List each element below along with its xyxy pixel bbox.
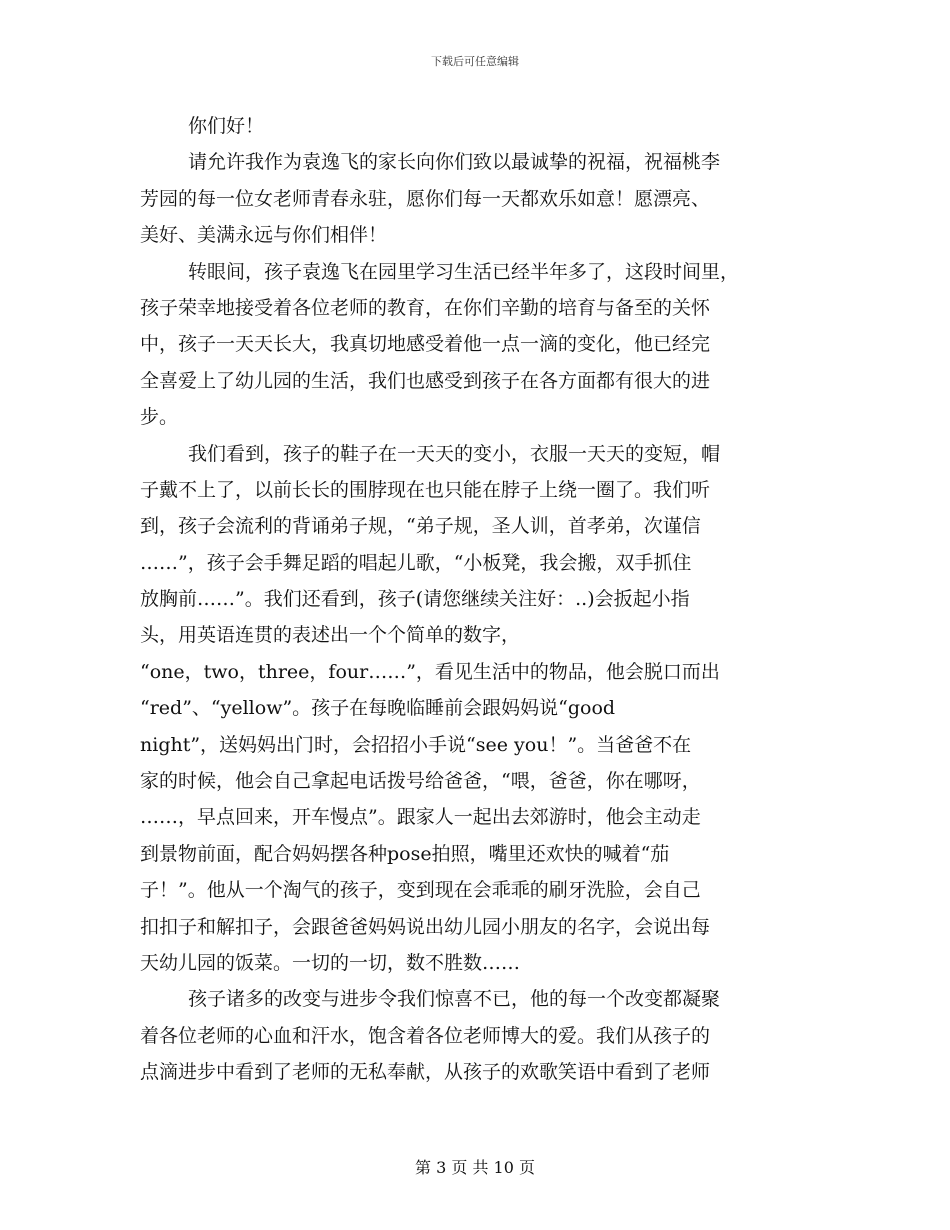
text-line: 头，用英语连贯的表述出一个个简单的数字， bbox=[140, 624, 521, 647]
text-line: “one，two，three，four……”，看见生活中的物品，他会脱口而出 bbox=[140, 660, 720, 683]
text-line: 扣扣子和解扣子，会跟爸爸妈妈说出幼儿园小朋友的名字，会说出每 bbox=[140, 915, 711, 938]
text-line: 放胸前……”。我们还看到，孩子(请您继续关注好：..)会扳起小指 bbox=[140, 588, 690, 611]
text-line: 我们看到，孩子的鞋子在一天天的变小，衣服一天天的变短，帽 bbox=[188, 442, 721, 465]
text-line: 子！”。他从一个淘气的孩子，变到现在会乖乖的刷牙洗脸，会自己 bbox=[140, 879, 701, 902]
text-line: night”，送妈妈出门时，会招招小手说“see you！”。当爸爸不在 bbox=[140, 733, 692, 756]
text-line: 点滴进步中看到了老师的无私奉献，从孩子的欢歌笑语中看到了老师 bbox=[140, 1061, 711, 1084]
text-line: 到，孩子会流利的背诵弟子规，“弟子规，圣人训，首孝弟，次谨信 bbox=[140, 515, 701, 538]
text-line: 步。 bbox=[140, 406, 179, 429]
text-line: 子戴不上了，以前长长的围脖现在也只能在脖子上绕一圈了。我们听 bbox=[140, 478, 711, 501]
text-line: 家的时候，他会自己拿起电话拨号给爸爸，“喂，爸爸，你在哪呀， bbox=[140, 770, 701, 793]
text-line: “red”、“yellow”。孩子在每晚临睡前会跟妈妈说“good bbox=[140, 697, 616, 720]
text-line: 天幼儿园的饭菜。一切的一切，数不胜数…… bbox=[140, 951, 521, 974]
text-line: 着各位老师的心血和汗水，饱含着各位老师博大的爱。我们从孩子的 bbox=[140, 1024, 711, 1047]
text-line: 到景物前面，配合妈妈摆各种pose拍照，嘴里还欢快的喊着“茄 bbox=[140, 842, 670, 865]
page-footer: 第 3 页 共 10 页 bbox=[415, 1158, 535, 1177]
text-line: 转眼间，孩子袁逸飞在园里学习生活已经半年多了，这段时间里， bbox=[188, 260, 740, 283]
text-line: 美好、美满永远与你们相伴！ bbox=[140, 224, 388, 247]
document-body bbox=[140, 108, 815, 1091]
page-header: 下载后可任意编辑 bbox=[431, 55, 519, 68]
text-line: 全喜爱上了幼儿园的生活，我们也感受到孩子在各方面都有很大的进 bbox=[140, 369, 711, 392]
text-line: 孩子荣幸地接受着各位老师的教育，在你们辛勤的培育与备至的关怀 bbox=[140, 296, 711, 319]
text-line: 中，孩子一天天长大，我真切地感受着他一点一滴的变化，他已经完 bbox=[140, 333, 711, 356]
text-line: ……”，孩子会手舞足蹈的唱起儿歌，“小板凳，我会搬，双手抓住 bbox=[140, 551, 692, 574]
text-line: 芳园的每一位女老师青春永驻，愿你们每一天都欢乐如意！愿漂亮、 bbox=[140, 187, 711, 210]
text-line: 孩子诸多的改变与进步令我们惊喜不已，他的每一个改变都凝聚 bbox=[188, 988, 721, 1011]
text-line: 请允许我作为袁逸飞的家长向你们致以最诚挚的祝福，祝福桃李 bbox=[188, 151, 721, 174]
text-line: ……，早点回来，开车慢点”。跟家人一起出去郊游时，他会主动走 bbox=[140, 806, 701, 829]
text-line: 你们好！ bbox=[188, 115, 265, 137]
